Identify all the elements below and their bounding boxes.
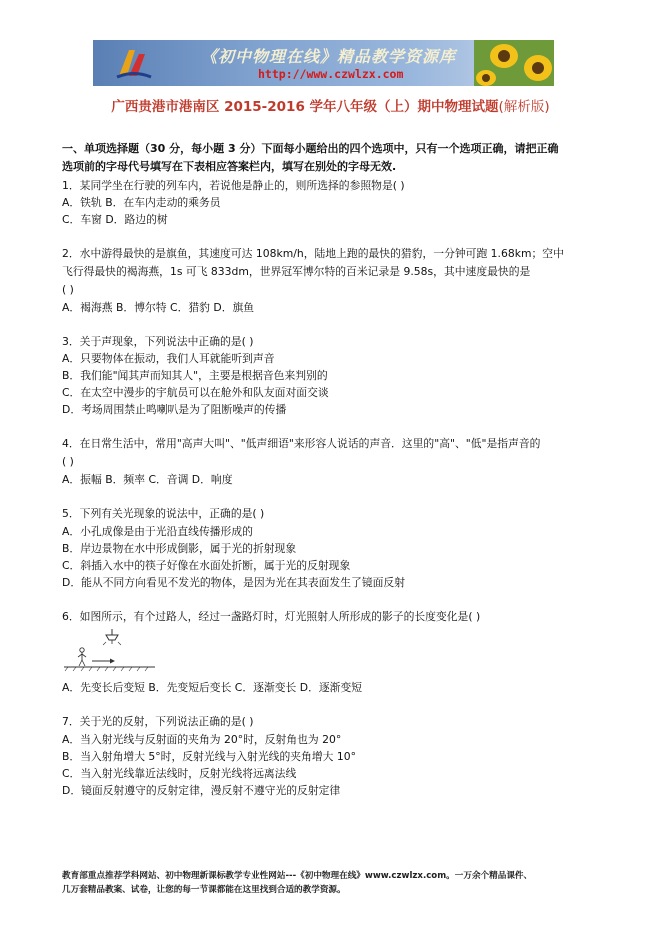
title-main: 广西贵港市港南区 2015-2016 学年八年级（上）期中物理试题 (111, 99, 499, 115)
q5-option-b: B．岸边景物在水中形成倒影，属于光的折射现象 (62, 542, 297, 555)
q1-stem: 1．某同学坐在行驶的列车内，若说他是静止的，则所选择的参照物是( ) (62, 179, 405, 192)
site-logo-icon (115, 46, 153, 80)
q5-option-c: C．斜插入水中的筷子好像在水面处折断，属于光的反射现象 (62, 559, 351, 572)
q2-options: A．褐海燕 B．博尔特 C．猎豹 D．旗鱼 (62, 301, 255, 314)
q7-option-d: D．镜面反射遵守的反射定律，漫反射不遵守光的反射定律 (62, 784, 341, 797)
pedestrian-icon (78, 648, 86, 666)
banner-title: 《初中物理在线》精品教学资源库 (201, 47, 457, 66)
section-heading-line2: 选项前的字母代号填写在下表相应答案栏内，填写在别处的字母无效. (62, 160, 397, 173)
q5-stem: 5．下列有关光现象的说法中，正确的是( ) (62, 507, 265, 520)
q3-stem: 3．关于声现象，下列说法中正确的是( ) (62, 335, 254, 348)
q3-option-b: B．我们能"闻其声而知其人"，主要是根据音色来判别的 (62, 369, 328, 382)
q2-stem-line3: ( ) (62, 283, 74, 296)
q5-option-a: A．小孔成像是由于光沿直线传播形成的 (62, 525, 253, 538)
q2-stem-line1: 2．水中游得最快的是旗鱼，其速度可达 108km/h，陆地上跑的最快的猎豹，一分钟可跑 1.68km；空中 (62, 247, 564, 260)
q1-options-ab: A．铁轨 B．在车内走动的乘务员 (62, 196, 221, 209)
q7-option-a: A．当入射光线与反射面的夹角为 20°时，反射角也为 20° (62, 733, 342, 746)
street-lamp-icon (103, 629, 121, 645)
q5-option-d: D．能从不同方向看见不发光的物体，是因为光在其表面发生了镜面反射 (62, 576, 406, 589)
q1-options-cd: C．车窗 D．路边的树 (62, 213, 168, 226)
q7-option-c: C．当入射光线靠近法线时，反射光线将远离法线 (62, 767, 297, 780)
footer-line1: 教育部重点推荐学科网站、初中物理新课标教学专业性网站---《初中物理在线》www.czwlzx.com。一万余个精品课件、 (62, 871, 533, 881)
title-suffix: (解析版) (498, 99, 550, 115)
q4-stem-line2: ( ) (62, 455, 74, 468)
q7-option-b: B．当入射角增大 5°时，反射光线与入射光线的夹角增大 10° (62, 750, 357, 763)
q6-stem: 6．如图所示，有个过路人，经过一盏路灯时，灯光照射人所形成的影子的长度变化是( ) (62, 610, 481, 623)
q2-stem-line2: 飞行得最快的褐海燕，1s 可飞 833dm，世界冠军博尔特的百米记录是 9.58s，其中速度最快的是 (62, 265, 531, 278)
banner-url[interactable]: http://www.czwlzx.com (258, 67, 404, 81)
arrow-right-icon (92, 659, 115, 664)
q3-option-a: A．只要物体在振动，我们人耳就能听到声音 (62, 352, 275, 365)
q6-options: A．先变长后变短 B．先变短后变长 C．逐渐变长 D．逐渐变短 (62, 681, 363, 694)
page-title (0, 95, 661, 115)
q4-stem: 4．在日常生活中，常用"高声大叫"、"低声细语"来形容人说话的声音．这里的"高"、"低"是指声音的 (62, 437, 541, 450)
q3-option-d: D．考场周围禁止鸣喇叭是为了阻断噪声的传播 (62, 403, 287, 416)
q3-option-c: C．在太空中漫步的宇航员可以在舱外和队友面对面交谈 (62, 386, 329, 399)
section-heading-line1: 一、单项选择题（30 分，每小题 3 分）下面每小题给出的四个选项中，只有一个选项正确，请把正确 (62, 142, 559, 155)
streetlight-figure (62, 627, 157, 672)
sunflower-icon (474, 40, 554, 86)
footer-line2: 几万套精品教案、试卷，让您的每一节课都能在这里找到合适的教学资源。 (62, 885, 346, 895)
ground-hatch (65, 667, 148, 671)
q7-stem: 7．关于光的反射，下列说法正确的是( ) (62, 715, 254, 728)
header-banner (93, 40, 554, 86)
q4-options: A．振幅 B．频率 C．音调 D．响度 (62, 473, 233, 486)
